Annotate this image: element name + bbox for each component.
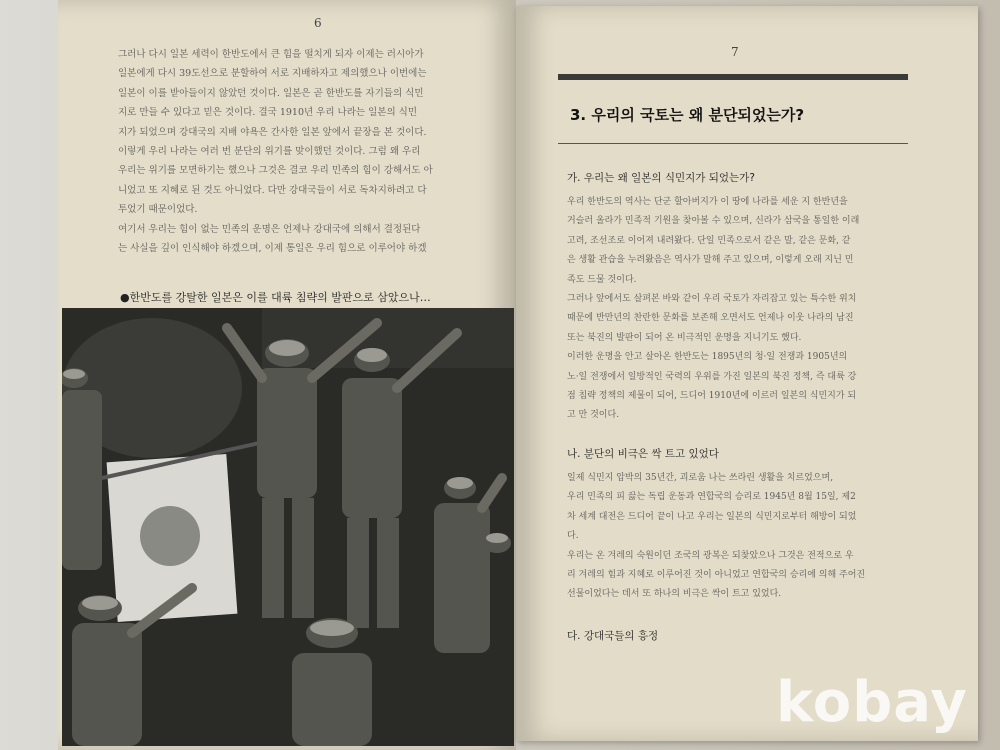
- text-line: 거슬러 올라가 민족적 기원을 찾아볼 수 있으며, 신라가 삼국을 통일한 이래: [567, 216, 860, 227]
- text-line: 점 침략 정책의 제물이 되어, 드디어 1910년에 이르러 일본의 식민지가 되: [567, 390, 857, 401]
- subsection-heading: 나. 분단의 비극은 싹 트고 있었다: [567, 448, 719, 460]
- text-line: 고려, 조선조로 이어져 내려왔다. 단일 민족으로서 같은 말, 같은 문화, 같: [567, 235, 851, 246]
- text-line: 때문에 반만년의 찬란한 문화를 보존해 오면서도 언제나 이웃 나라의 남진: [567, 313, 854, 324]
- subsection-heading: 가. 우리는 왜 일본의 식민지가 되었는가?: [567, 172, 755, 184]
- text-line: 은 생활 관습을 누려왔음은 역사가 말해 주고 있으며, 이렇게 오래 지닌 민: [567, 255, 854, 266]
- text-line: 지가 되었으며 강대국의 지배 야욕은 간사한 일본 앞에서 끝장을 본 것이다.: [118, 126, 427, 138]
- text-line: 족도 드물 것이다.: [567, 274, 637, 285]
- left-page-text: [118, 45, 503, 258]
- text-line: 일제 식민지 압박의 35년간, 괴로움 나는 쓰라린 생활을 치르었으며,: [567, 473, 834, 483]
- right-page-number: 7: [731, 45, 739, 59]
- text-line: 이렇게 우리 나라는 여러 번 분단의 위기를 맞이했던 것이다. 그럼 왜 우리: [118, 145, 421, 157]
- photo-caption: ●한반도를 강탈한 일본은 이를 대륙 침략의 발판으로 삼았으나…: [120, 291, 431, 304]
- text-line: 리 겨레의 힘과 지혜로 이루어진 것이 아니었고 연합국의 승리에 의해 주어진: [567, 569, 866, 580]
- text-line: 차 세계 대전은 드디어 끝이 나고 우리는 일본의 식민지로부터 해방이 되었: [567, 511, 857, 522]
- section-title: 3. 우리의 국토는 왜 분단되었는가?: [570, 106, 805, 124]
- subsection-text: [567, 193, 912, 426]
- text-line: 일본에게 다시 39도선으로 분할하여 서로 지배하자고 제의했으나 이번에는: [118, 68, 427, 80]
- left-page-number: 6: [314, 16, 322, 30]
- text-line: 그러나 다시 일본 세력이 한반도에서 큰 힘을 떨치게 되자 이제는 러시아가: [118, 49, 424, 60]
- text-line: 지로 만들 수 있다고 믿은 것이다. 결국 1910년 우리 나라는 일본의 식민: [118, 107, 418, 119]
- text-line: 일본이 이를 받아들이지 않았던 것이다. 일본은 곧 한반도를 자기들의 식민: [118, 87, 424, 99]
- section-rule-thin: [558, 143, 908, 144]
- text-line: 우리는 온 겨레의 숙원이던 조국의 광복은 되찾았으나 그것은 전적으로 우: [567, 550, 854, 561]
- section-rule-thick: [558, 74, 908, 80]
- text-line: 고 만 것이다.: [567, 410, 620, 421]
- text-line: 여기서 우리는 힘이 없는 민족의 운명은 언제나 강대국에 의해서 결정된다: [118, 223, 421, 235]
- text-line: 그러나 앞에서도 살펴본 바와 같이 우리 국토가 자리잡고 있는 특수한 위치: [567, 293, 857, 304]
- text-line: 는 사실을 깊이 인식해야 하겠으며, 이제 통일은 우리 힘으로 이루어야 하겠: [118, 242, 427, 254]
- text-line: 노·일 전쟁에서 일방적인 국력의 우위를 가진 일본의 북진 정책, 즉 대륙 강: [567, 371, 857, 382]
- soldiers-illustration: [62, 308, 514, 746]
- text-line: 투었기 때문이었다.: [118, 204, 198, 216]
- text-line: 다.: [567, 531, 579, 542]
- subsection-heading: 다. 강대국들의 흥정: [567, 630, 659, 642]
- historical-photo: [62, 308, 514, 746]
- subsection-text: [567, 469, 912, 605]
- text-line: 우리 한반도의 역사는 단군 할아버지가 이 땅에 나라를 세운 지 한반년을: [567, 197, 848, 207]
- text-line: 또는 북진의 발판이 되어 온 비극적인 운명을 지니기도 했다.: [567, 332, 802, 343]
- text-line: 우리 민족의 피 끓는 독립 운동과 연합국의 승리로 1945년 8월 15일, 제2: [567, 492, 856, 503]
- text-line: 이러한 운명을 안고 살아온 한반도는 1895년의 청·일 전쟁과 1905년의: [567, 352, 848, 363]
- text-line: 우리는 위기를 모면하기는 했으나 그것은 결코 우리 민족의 힘이 강해서도 아: [118, 165, 433, 177]
- watermark-logo: kobay: [776, 670, 968, 735]
- text-line: 니었고 또 지혜로 된 것도 아니었다. 다만 강대국들이 서로 독차지하려고 다: [118, 184, 427, 196]
- text-line: 선물이었다는 데서 또 하나의 비극은 싹이 트고 있었다.: [567, 589, 782, 600]
